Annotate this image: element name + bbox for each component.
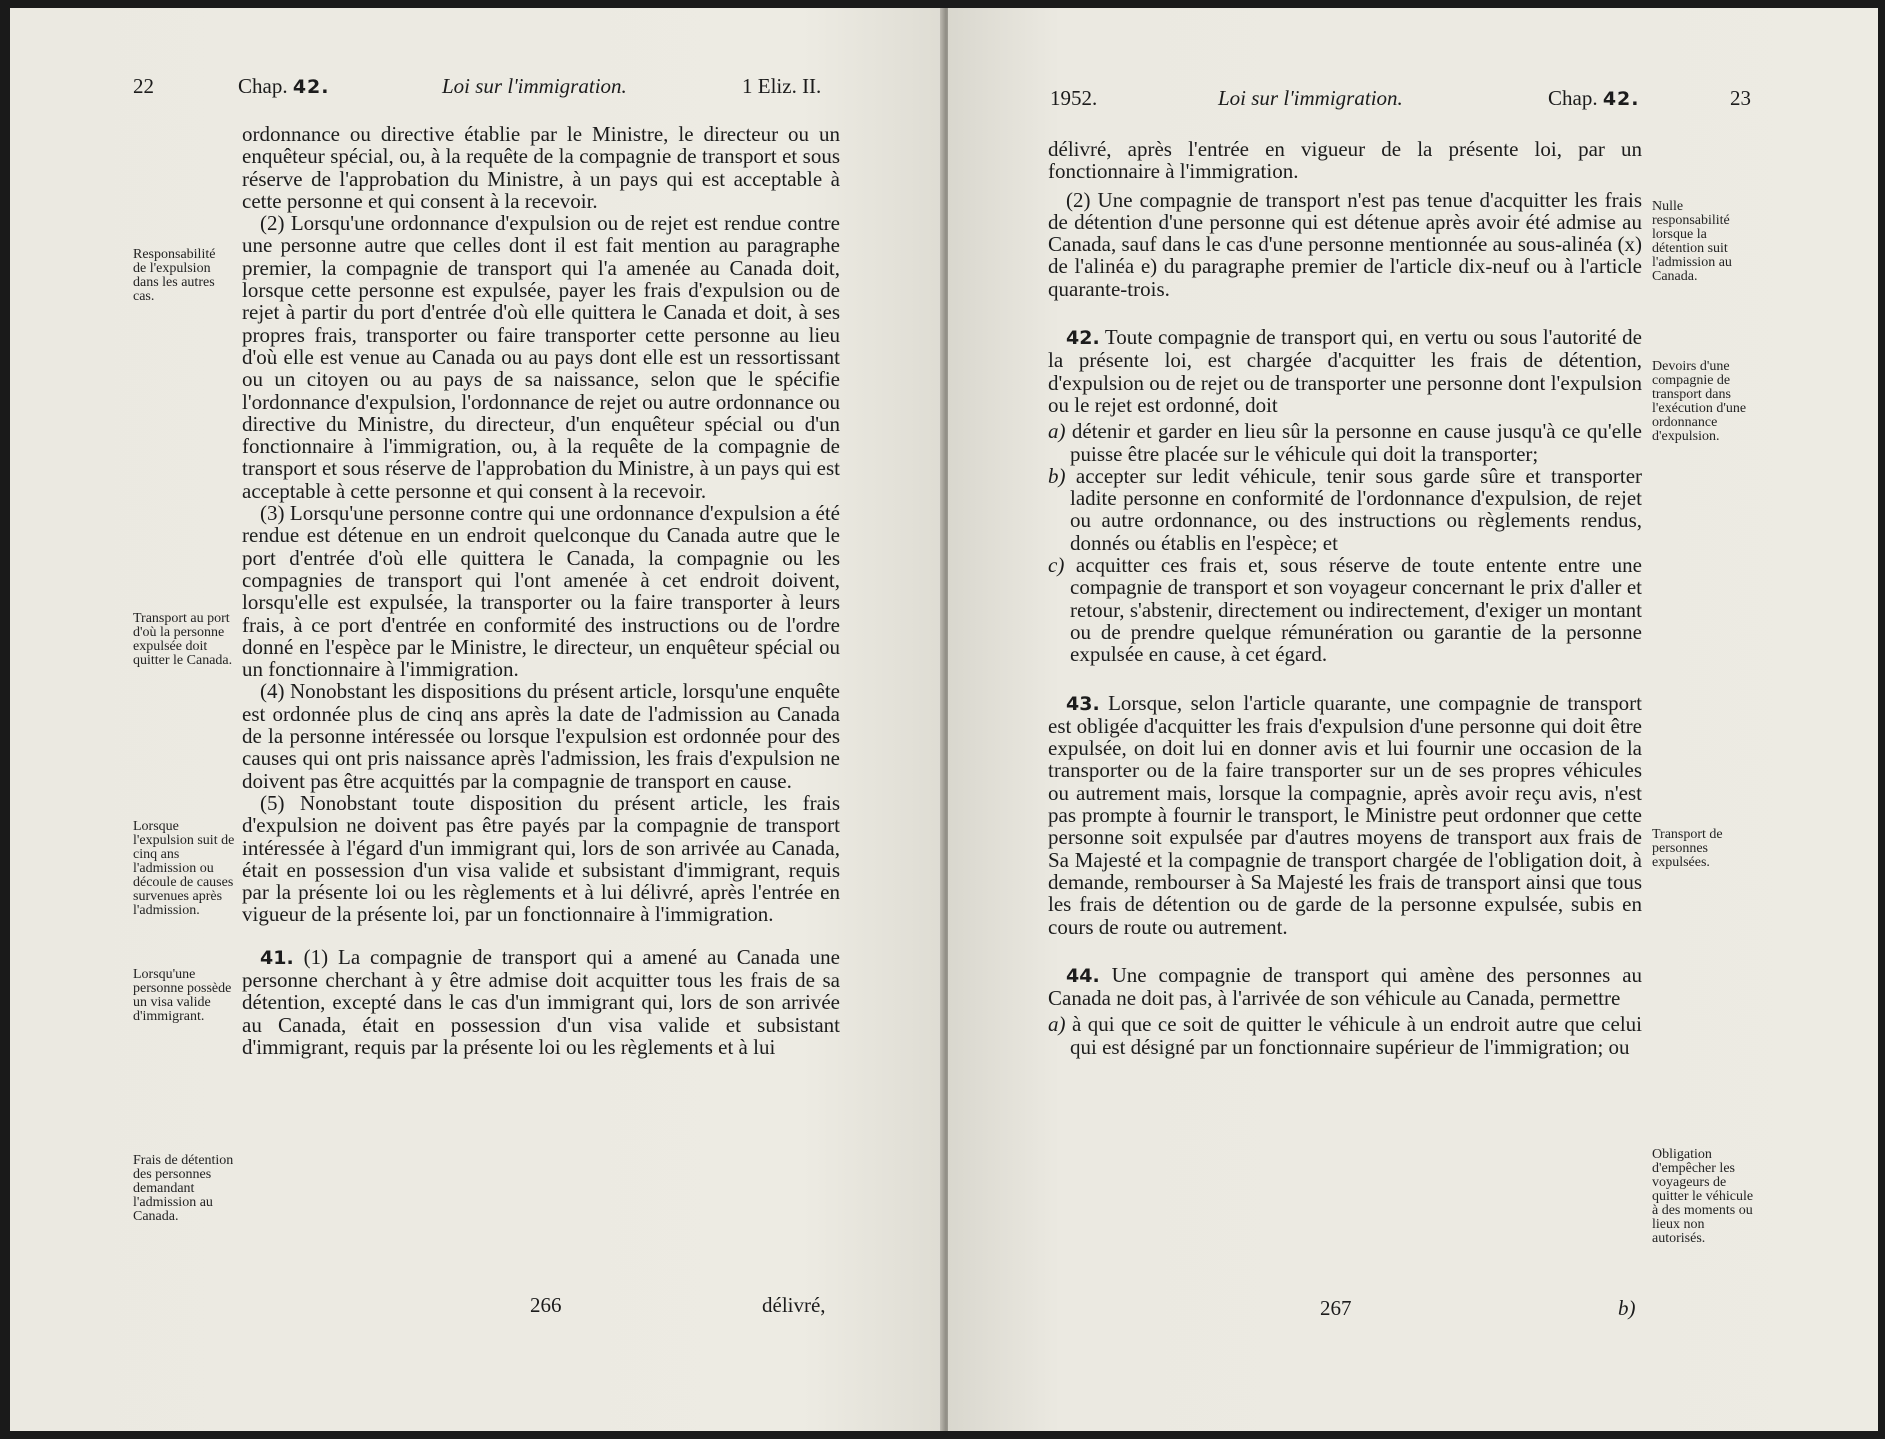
item-text: acquitter ces frais et, sous réserve de toute entente entre une compagnie de transport et son voyageur concernant le prix d'aller et retour, s'abstenir, directement ou indirectement, d'exiger un montant ou de prendre quelque rémunération ou garantie de la personne expulsée en cause, à cet égard.	[1070, 553, 1642, 667]
section-41	[242, 946, 840, 1058]
margin-note-right-4: Obligation d'empêcher les voyageurs de quitter le véhicule à des moments ou lieux non autorisés.	[1652, 1147, 1754, 1246]
left-chap-number: 42.	[292, 76, 330, 98]
right-chap-number: 42.	[1602, 88, 1640, 110]
section-44-number: 44.	[1066, 964, 1100, 987]
right-page	[948, 8, 1878, 1431]
right-folio: 267	[1320, 1296, 1352, 1320]
margin-note-left-2: Transport au port d'où la personne expulsée doit quitter le Canada.	[133, 611, 233, 668]
item-label: b)	[1048, 463, 1066, 488]
item-text: à qui que ce soit de quitter le véhicule à un endroit autre que celui qui est désigné par un fonctionnaire supérieur de l'immigration; ou	[1070, 1012, 1642, 1059]
margin-note-left-3: Lorsque l'expulsion suit de cinq ans l'admission ou découle de causes survenues après l'admission.	[133, 819, 235, 918]
right-running-title: Loi sur l'immigration.	[1218, 86, 1403, 110]
left-running-title: Loi sur l'immigration.	[442, 74, 627, 98]
margin-note-left-1: Responsabilité de l'expulsion dans les autres cas.	[133, 247, 216, 304]
right-body	[1048, 138, 1642, 1058]
margin-note-right-2: Devoirs d'une compagnie de transport dans l'exécution d'une ordonnance d'expulsion.	[1652, 359, 1747, 444]
section-42-item-c	[1048, 554, 1642, 665]
right-year: 1952.	[1050, 86, 1098, 110]
section-42	[1048, 326, 1642, 416]
right-chap-label-text: Chap.	[1548, 86, 1598, 110]
section-44-text: Une compagnie de transport qui amène des personnes au Canada ne doit pas, à l'arrivée de son véhicule au Canada, permettre	[1048, 962, 1643, 1011]
section-43-text: Lorsque, selon l'article quarante, une compagnie de transport est obligée d'acquitter les frais d'expulsion d'une personne qui doit être expulsée, on doit lui en donner avis et lui fournir une occasion de la transporter ou de la faire transporter sur un de ses propres véhicules ou autrement mais, lorsque la compagnie, après avoir reçu avis, n'est pas prompte à fournir le transport, le Ministre peut ordonner que cette personne soit expulsée par d'autres moyens de transport aux frais de Sa Majesté et la compagnie de transport chargée de l'obligation doit, à demande, rembourser à Sa Majesté les frais de transport ainsi que tous les frais de détention ou de garde de la personne expulsée, subis en cours de route ou autrement.	[1048, 690, 1643, 939]
left-para-3: (3) Lorsqu'une personne contre qui une ordonnance d'expulsion a été rendue est détenue en un endroit quelconque du Canada autre que le port d'entrée d'où elle quittera le Canada, la compagnie ou les compagnies de transport qui l'ont amenée à cet endroit doivent, lorsqu'elle est expulsée, la transporter ou la faire transporter à leurs frais, à ce port d'entrée en conformité des instructions ou de l'ordre donné en l'espèce par le Ministre, le directeur, un enquêteur spécial ou un fonctionnaire à l'immigration.	[242, 501, 840, 682]
right-page-number: 23	[1730, 86, 1751, 110]
right-para-cont: délivré, après l'entrée en vigueur de la présente loi, par un fonctionnaire à l'immigration.	[1048, 137, 1642, 184]
left-para-5: (5) Nonobstant toute disposition du présent article, les frais d'expulsion ne doivent pas être payés par la compagnie de transport intéressée à l'égard d'un immigrant qui, lors de son arrivée au Canada, était en possession d'un visa valide et subsistant d'immigrant, requis par la présente loi ou les règlements et à lui délivré, après l'entrée en vigueur de la présente loi, par un fonctionnaire à l'immigration.	[242, 790, 840, 927]
left-para-cont: ordonnance ou directive établie par le Ministre, le directeur ou un enquêteur spécial, ou, à la requête de la compagnie de transport et sous réserve de l'approbation du Ministre, à un pays qui est acceptable à cette personne et qui consent à la recevoir.	[242, 122, 840, 213]
item-text: détenir et garder en lieu sûr la personne en cause jusqu'à ce qu'elle puisse être placée sur le véhicule qui doit la transporter;	[1070, 419, 1642, 466]
section-44	[1048, 964, 1642, 1010]
right-para-2: (2) Une compagnie de transport n'est pas tenue d'acquitter les frais de détention d'une personne qui est détenue après avoir été admise au Canada, sauf dans le cas d'une personne mentionnée au sous-alinéa (x) de l'alinéa e) du paragraphe premier de l'article dix-neuf ou à l'article quarante-trois.	[1048, 187, 1642, 301]
item-label: a)	[1048, 419, 1066, 444]
section-42-item-a	[1048, 420, 1642, 465]
right-chapter-label	[1548, 86, 1640, 111]
left-page	[10, 8, 944, 1431]
left-regnal-year: 1 Eliz. II.	[742, 74, 822, 98]
left-para-4: (4) Nonobstant les dispositions du présent article, lorsqu'une enquête est ordonnée plus de cinq ans après la date de l'admission au Canada de la personne intéressée ou lorsque l'expulsion est ordonnée pour des causes qui ont pris naissance après l'admission, les frais d'expulsion ne doivent pas être acquittés par la compagnie de transport en cause.	[242, 679, 840, 793]
item-text: accepter sur ledit véhicule, tenir sous garde sûre et transporter ladite personne en conformité de l'ordonnance d'expulsion, de rejet ou autre ordonnance, ou des instructions ou règlements rendus, donnés ou établis en l'espèce; et	[1070, 463, 1643, 555]
section-43	[1048, 692, 1642, 938]
left-chap-label-text: Chap.	[238, 74, 288, 98]
left-page-number: 22	[133, 74, 154, 98]
section-42-number: 42.	[1066, 327, 1100, 350]
margin-note-right-1: Nulle responsabilité lorsque la détention suit l'admission au Canada.	[1652, 199, 1732, 284]
left-folio: 266	[530, 1293, 562, 1317]
left-body	[242, 123, 840, 1058]
left-para-2: (2) Lorsqu'une ordonnance d'expulsion ou de rejet est rendue contre une personne autre que celles dont il est fait mention au paragraphe premier, la compagnie de transport qui l'a amenée au Canada doit, lorsque cette personne est expulsée, payer les frais d'expulsion ou de rejet à partir du port d'entrée d'où elle quittera le Canada et doit, à ses propres frais, transporter ou faire transporter cette personne au lieu d'où elle est venue au Canada ou au pays dont elle est un ressortissant ou un citoyen ou au pays de sa naissance, selon que le spécifie l'ordonnance d'expulsion, l'ordonnance de rejet ou autre ordonnance ou directive du Ministre, du directeur, d'un enquêteur spécial ou d'un fonctionnaire à l'immigration, ou, à la requête de la compagnie de transport et sous réserve de l'approbation du Ministre, à un pays qui est acceptable à cette personne et qui consent à la recevoir.	[242, 211, 840, 503]
margin-note-right-3: Transport de personnes expulsées.	[1652, 827, 1723, 870]
item-label: a)	[1048, 1012, 1066, 1037]
right-catchword: b)	[1618, 1296, 1636, 1320]
section-41-text: (1) La compagnie de transport qui a amené au Canada une personne cherchant à y être admise doit acquitter tous les frais de sa détention, excepté dans le cas d'un immigrant qui, lors de son arrivée au Canada, était en possession d'un visa valide et subsistant d'immigrant, requis par la présente loi ou les règlements et à lui	[242, 944, 840, 1059]
section-42-item-b	[1048, 465, 1642, 554]
left-chapter-label	[238, 74, 330, 99]
margin-note-left-4: Lorsqu'une personne possède un visa valide d'immigrant.	[133, 967, 232, 1024]
item-label: c)	[1048, 553, 1065, 578]
margin-note-left-5: Frais de détention des personnes demandant l'admission au Canada.	[133, 1153, 234, 1224]
section-44-item-a	[1048, 1013, 1642, 1058]
left-catchword: délivré,	[762, 1293, 826, 1317]
section-42-text: Toute compagnie de transport qui, en vertu ou sous l'autorité de la présente loi, est chargée d'acquitter les frais de détention, d'expulsion ou de rejet ou de transporter une personne dont l'expulsion ou le rejet est ordonné, doit	[1048, 325, 1643, 417]
section-41-number: 41.	[260, 946, 294, 969]
section-43-number: 43.	[1066, 692, 1100, 715]
